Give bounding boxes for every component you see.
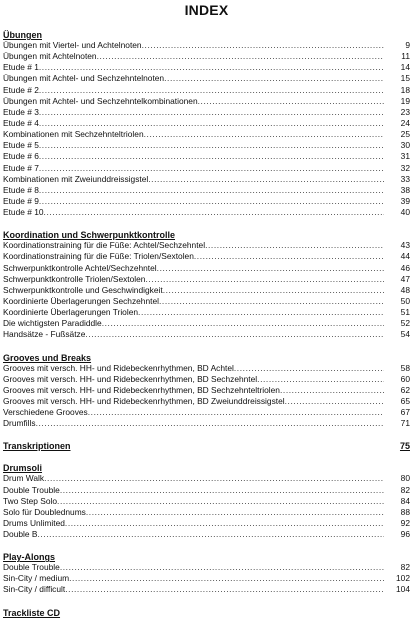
toc-entry-page-number: 92	[400, 517, 410, 528]
section-heading[interactable]	[3, 608, 410, 618]
section-spacer	[3, 218, 410, 230]
dot-leader	[60, 485, 384, 496]
toc-entry[interactable]	[3, 496, 410, 507]
section-heading[interactable]	[3, 441, 410, 451]
toc-entry-page-number: 67	[400, 407, 410, 418]
toc-entry-page-number: 43	[400, 240, 410, 251]
dot-leader	[285, 396, 384, 407]
toc-entry-title: Schwerpunktkontrolle und Geschwindigkeit	[3, 284, 163, 295]
toc-entry-page-number: 50	[400, 295, 410, 306]
dot-leader	[39, 118, 384, 129]
dot-leader	[39, 163, 384, 174]
toc-entry-title: Grooves mit versch. HH- und Ridebeckenrhythmen, BD Achtel	[3, 362, 234, 373]
toc-entry[interactable]	[3, 85, 410, 96]
dot-leader	[198, 96, 384, 107]
dot-leader	[65, 518, 384, 529]
toc-entry-page-number: 31	[400, 151, 410, 162]
page-title: INDEX	[184, 2, 229, 18]
toc-entry[interactable]	[3, 96, 410, 107]
toc-entry-title: Schwerpunktkontrolle Achtel/Sechzehntel	[3, 262, 157, 273]
toc-entry-title: Double B	[3, 529, 38, 540]
dot-leader	[145, 274, 384, 285]
toc-entry[interactable]	[3, 296, 410, 307]
toc-entry-title: Double Trouble	[3, 484, 60, 495]
toc-entry-page-number: 82	[400, 484, 410, 495]
section-heading-label: Drumsoli	[3, 463, 43, 474]
toc-entry-title: Two Step Solo	[3, 495, 58, 506]
toc-entry-page-number: 84	[400, 495, 410, 506]
toc-entry-title: Grooves mit versch. HH- und Ridebeckenrhythmen, BD Sechzehnteltriolen	[3, 384, 280, 395]
dot-leader	[69, 573, 384, 584]
toc-entry[interactable]	[3, 174, 410, 185]
toc-entry-title: Etude # 8	[3, 184, 39, 195]
toc-entry[interactable]	[3, 584, 410, 595]
toc-entry[interactable]	[3, 274, 410, 285]
dot-leader	[39, 107, 384, 118]
toc-entry-page-number: 46	[400, 262, 410, 273]
section-heading[interactable]	[3, 30, 410, 40]
toc-entry-page-number: 14	[400, 62, 410, 73]
toc-entry-page-number: 32	[400, 162, 410, 173]
section-heading[interactable]	[3, 230, 410, 240]
toc-entry-title: Etude # 9	[3, 195, 39, 206]
toc-entry[interactable]	[3, 140, 410, 151]
toc-entry-page-number: 33	[400, 173, 410, 184]
section-heading[interactable]	[3, 353, 410, 363]
toc-entry[interactable]	[3, 196, 410, 207]
toc-entry[interactable]	[3, 40, 410, 51]
toc-entry[interactable]	[3, 507, 410, 518]
toc-entry-page-number: 102	[396, 573, 410, 584]
section-heading-label: Koordination und Schwerpunktkontrolle	[3, 230, 175, 241]
dot-leader	[164, 73, 384, 84]
toc-entry-title: Übungen mit Achtel- und Sechzehntelkombinationen	[3, 95, 198, 106]
toc-entry-page-number: 82	[400, 562, 410, 573]
toc-entry-page-number: 80	[400, 473, 410, 484]
dot-leader	[36, 418, 384, 429]
toc-entry[interactable]	[3, 418, 410, 429]
toc-section-koordination-und-schwerpunktkontrolle	[3, 230, 410, 340]
toc-entry-title: Grooves mit versch. HH- und Ridebeckenrhythmen, BD Sechzehntel	[3, 373, 258, 384]
toc-entry-title: Kombinationen mit Sechzehnteltriolen	[3, 129, 144, 140]
toc-entry-title: Sin-City / difficult	[3, 584, 66, 595]
dot-leader	[65, 584, 384, 595]
toc-entry-title: Etude # 6	[3, 151, 39, 162]
toc-entry[interactable]	[3, 307, 410, 318]
dot-leader	[138, 307, 384, 318]
section-spacer	[3, 429, 410, 441]
toc-entry[interactable]	[3, 151, 410, 162]
toc-entry-page-number: 54	[400, 329, 410, 340]
dot-leader	[148, 174, 384, 185]
dot-leader	[142, 40, 384, 51]
toc-entry-title: Etude # 4	[3, 117, 39, 128]
toc-entry[interactable]	[3, 207, 410, 218]
toc-section-drumsoli	[3, 463, 410, 540]
toc-entry-title: Übungen mit Achtel- und Sechzehntelnoten	[3, 73, 165, 84]
toc-entry[interactable]	[3, 329, 410, 340]
toc-entry-title: Sin-City / medium	[3, 573, 70, 584]
section-heading-fill	[71, 441, 386, 451]
section-heading-label: Grooves und Breaks	[3, 352, 92, 363]
toc-entry[interactable]	[3, 385, 410, 396]
toc-entry[interactable]	[3, 374, 410, 385]
toc-entry[interactable]	[3, 263, 410, 274]
toc-entry[interactable]	[3, 107, 410, 118]
toc-entry-page-number: 23	[400, 106, 410, 117]
toc-entry-title: Drumfills	[3, 418, 36, 429]
dot-leader	[60, 562, 384, 573]
toc-entry[interactable]	[3, 163, 410, 174]
toc-entry-title: Übungen mit Viertel- und Achtelnoten	[3, 40, 142, 50]
toc-entry[interactable]	[3, 363, 410, 374]
dot-leader	[144, 129, 384, 140]
dot-leader	[39, 85, 384, 96]
toc-entry[interactable]	[3, 73, 410, 84]
toc-section-trackliste-cd	[3, 608, 410, 618]
toc-section-transkriptionen	[3, 441, 410, 451]
dot-leader	[205, 240, 384, 251]
toc-entry[interactable]	[3, 285, 410, 296]
dot-leader	[39, 196, 384, 207]
dot-leader	[280, 385, 384, 396]
toc-entry[interactable]	[3, 396, 410, 407]
toc-entry-page-number: 19	[400, 95, 410, 106]
toc-entry-page-number: 51	[400, 307, 410, 318]
dot-leader	[57, 496, 384, 507]
dot-leader	[85, 329, 384, 340]
dot-leader	[163, 285, 384, 296]
toc-entry-title: Solo für Doublednums	[3, 506, 86, 517]
toc-entry[interactable]	[3, 485, 410, 496]
toc-entry-title: Etude # 1	[3, 62, 39, 73]
toc-section-grooves-und-breaks	[3, 353, 410, 430]
section-spacer	[3, 451, 410, 463]
toc-entry[interactable]	[3, 62, 410, 73]
toc-entry-page-number: 40	[400, 207, 410, 218]
toc-entry-page-number: 71	[400, 418, 410, 429]
toc-entry-page-number: 44	[400, 251, 410, 262]
dot-leader	[86, 507, 384, 518]
toc-entry-page-number: 58	[400, 362, 410, 373]
toc-entry-title: Koordinationstraining für die Füße: Achtel/Sechzehntel	[3, 240, 206, 251]
dot-leader	[97, 51, 384, 62]
toc-entry[interactable]	[3, 240, 410, 251]
toc-entry-title: Koordinationstraining für die Füße: Triolen/Sextolen	[3, 251, 194, 262]
table-of-contents	[3, 30, 410, 618]
dot-leader	[39, 185, 384, 196]
dot-leader	[157, 263, 384, 274]
toc-entry-title: Die wichtigsten Paradiddle	[3, 318, 102, 329]
toc-entry[interactable]	[3, 573, 410, 584]
section-heading-label: Trackliste CD	[3, 607, 61, 618]
toc-section-bungen	[3, 30, 410, 218]
toc-entry-page-number: 9	[405, 40, 410, 50]
toc-entry-page-number: 11	[401, 51, 410, 62]
toc-entry[interactable]	[3, 407, 410, 418]
toc-entry[interactable]	[3, 129, 410, 140]
toc-entry-title: Etude # 10	[3, 207, 44, 218]
toc-entry-title: Etude # 3	[3, 106, 39, 117]
toc-entry[interactable]	[3, 562, 410, 573]
toc-entry-title: Schwerpunktkontrolle Triolen/Sextolen	[3, 273, 146, 284]
toc-entry[interactable]	[3, 118, 410, 129]
toc-entry-title: Handsätze - Fußsätze	[3, 329, 86, 340]
dot-leader	[39, 140, 384, 151]
toc-entry-title: Koordinierte Überlagerungen Triolen	[3, 307, 139, 318]
toc-entry-page-number: 96	[400, 529, 410, 540]
toc-entry-page-number: 18	[400, 84, 410, 95]
toc-entry-page-number: 65	[400, 395, 410, 406]
dot-leader	[39, 62, 384, 73]
section-spacer	[3, 540, 410, 552]
toc-entry-page-number: 60	[400, 373, 410, 384]
toc-entry-title: Etude # 5	[3, 140, 39, 151]
toc-entry[interactable]	[3, 318, 410, 329]
toc-entry-page-number: 39	[400, 195, 410, 206]
section-page-number: 75	[399, 441, 410, 452]
section-heading[interactable]	[3, 463, 410, 473]
toc-entry[interactable]	[3, 518, 410, 529]
dot-leader	[39, 151, 384, 162]
toc-entry-title: Grooves mit versch. HH- und Ridebeckenrhythmen, BD Zweiunddreissigstel	[3, 395, 285, 406]
dot-leader	[234, 363, 384, 374]
section-heading-label: Übungen	[3, 30, 42, 40]
section-heading-label: Play-Alongs	[3, 552, 56, 563]
toc-entry[interactable]	[3, 473, 410, 484]
toc-entry-page-number: 52	[400, 318, 410, 329]
dot-leader	[44, 207, 384, 218]
toc-entry-title: Koordinierte Überlagerungen Sechzehntel	[3, 295, 159, 306]
section-spacer	[3, 596, 410, 608]
toc-entry-title: Drum Walk	[3, 473, 45, 484]
toc-section-play-alongs	[3, 552, 410, 595]
toc-entry-page-number: 48	[400, 284, 410, 295]
toc-entry[interactable]	[3, 185, 410, 196]
toc-entry-page-number: 88	[400, 506, 410, 517]
toc-entry-page-number: 24	[400, 117, 410, 128]
dot-leader	[257, 374, 384, 385]
dot-leader	[37, 529, 384, 540]
toc-entry-page-number: 30	[400, 140, 410, 151]
toc-entry-page-number: 104	[396, 584, 410, 595]
toc-entry[interactable]	[3, 51, 410, 62]
dot-leader	[102, 318, 384, 329]
dot-leader	[44, 473, 384, 484]
toc-entry-title: Verschiedene Grooves	[3, 407, 88, 418]
toc-entry-title: Etude # 2	[3, 84, 39, 95]
toc-entry-page-number: 62	[400, 384, 410, 395]
dot-leader	[194, 251, 384, 262]
toc-entry-page-number: 47	[400, 273, 410, 284]
toc-entry-title: Übungen mit Achtelnoten	[3, 51, 97, 62]
toc-entry-page-number: 15	[400, 73, 410, 84]
toc-entry-title: Drums Unlimited	[3, 517, 65, 528]
dot-leader	[88, 407, 384, 418]
toc-entry-page-number: 25	[400, 129, 410, 140]
toc-entry[interactable]	[3, 251, 410, 262]
toc-entry-title: Double Trouble	[3, 562, 60, 573]
toc-entry-title: Kombinationen mit Zweiunddreissigstel	[3, 173, 149, 184]
section-heading[interactable]	[3, 552, 410, 562]
section-spacer	[3, 341, 410, 353]
toc-entry-title: Etude # 7	[3, 162, 39, 173]
toc-entry-page-number: 38	[400, 184, 410, 195]
section-heading-label: Transkriptionen	[3, 441, 71, 452]
dot-leader	[159, 296, 384, 307]
toc-entry[interactable]	[3, 529, 410, 540]
